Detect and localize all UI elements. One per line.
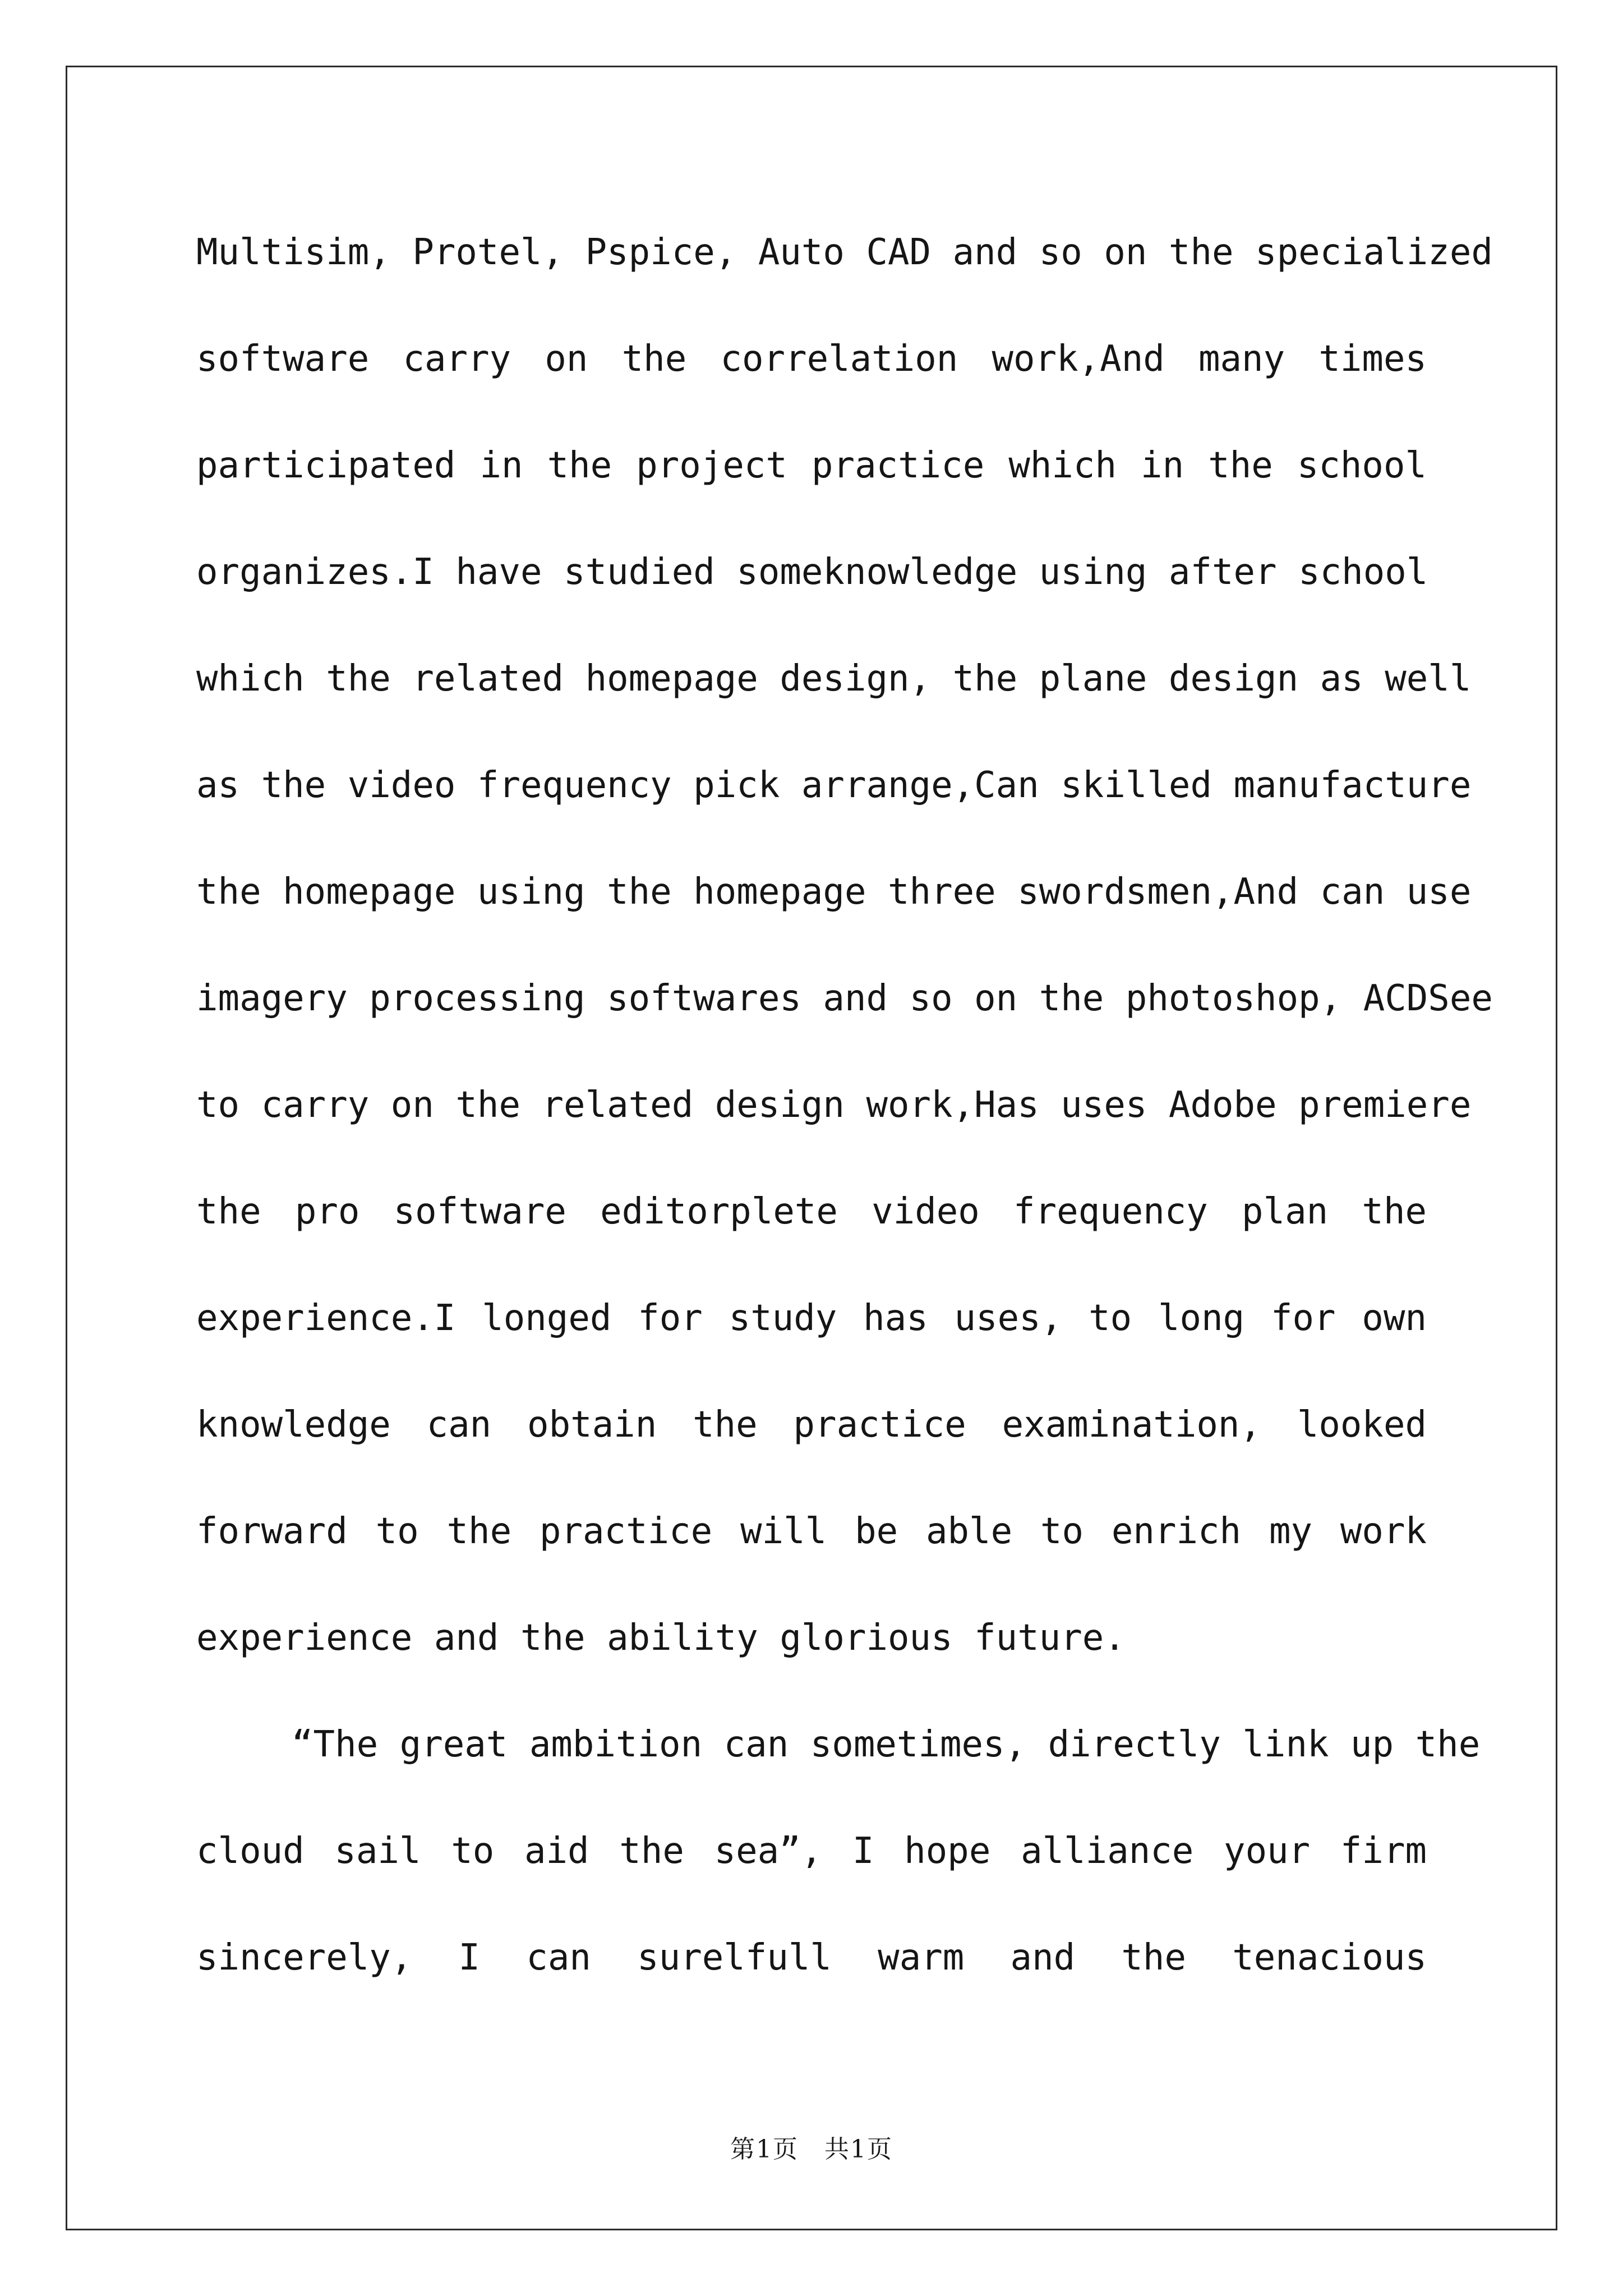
text-line: which the related homepage design, the plane design as well <box>196 658 1472 700</box>
text-line: software carry on the correlation work,And many times <box>196 338 1427 380</box>
text-line: experience.I longed for study has uses, to long for own <box>196 1297 1427 1339</box>
paragraph-first-line: “The great ambition can sometimes, directly link up the <box>292 1724 1481 1765</box>
text-line: as the video frequency pick arrange,Can skilled manufacture <box>196 765 1472 806</box>
text-line: experience and the ability glorious future. <box>196 1617 1126 1659</box>
text-line: to carry on the related design work,Has uses Adobe premiere <box>196 1084 1472 1126</box>
text-line: the homepage using the homepage three swordsmen,And can use <box>196 871 1472 913</box>
text-line: Multisim, Protel, Pspice, Auto CAD and so on the specialized <box>196 232 1493 273</box>
text-line: participated in the project practice which in the school <box>196 445 1427 486</box>
text-line: knowledge can obtain the practice examination, looked <box>196 1404 1427 1446</box>
text-line: organizes.I have studied someknowledge using after school <box>196 551 1428 593</box>
text-line: cloud sail to aid the sea”, I hope alliance your firm <box>196 1830 1427 1872</box>
document-body <box>196 219 1493 2031</box>
text-line: imagery processing softwares and so on the photoshop, ACDSee <box>196 978 1493 1019</box>
text-line: forward to the practice will be able to enrich my work <box>196 1511 1427 1552</box>
text-line: the pro software editorplete video frequency plan the <box>196 1191 1427 1232</box>
text-line: sincerely, I can surelfull warm and the tenacious <box>196 1937 1427 1978</box>
page-number: 第1页 共1页 <box>730 2135 893 2164</box>
